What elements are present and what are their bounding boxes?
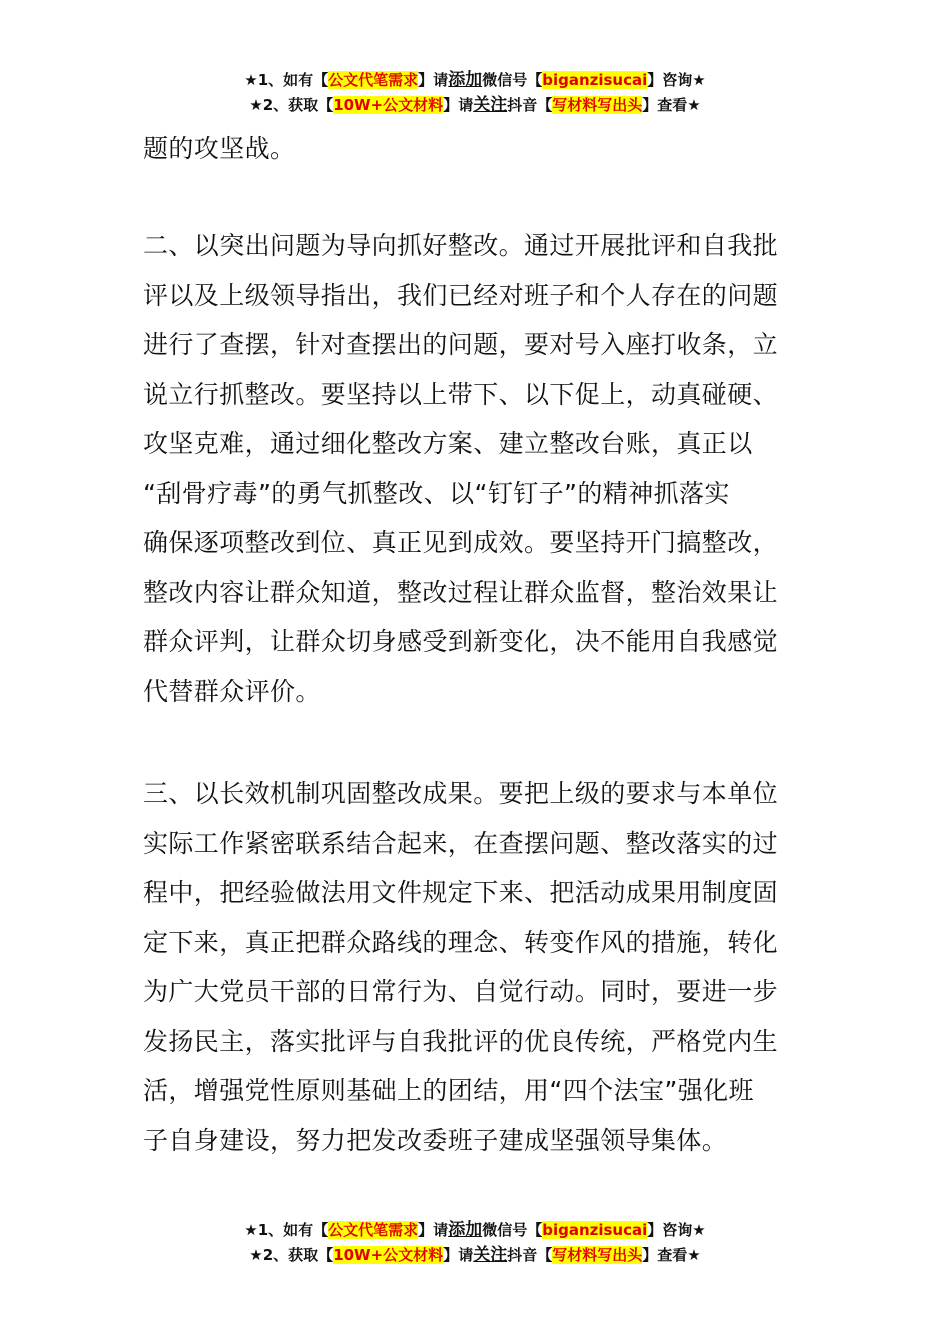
paragraph-line: 二、以突出问题为导向抓好整改。通过开展批评和自我批 xyxy=(143,231,779,260)
highlight-douyin-account: 写材料写出头 xyxy=(552,96,643,114)
paragraph-line: “刮骨疗毒”的勇气抓整改、以“钉钉子”的精神抓落实 xyxy=(143,478,730,508)
banner-line-1 xyxy=(0,1218,950,1243)
banner-text: 抖音【 xyxy=(507,1246,553,1264)
paragraph-line: 定下来，真正把群众路线的理念、转变作风的措施，转化 xyxy=(143,927,779,957)
emphasis-add: 添加 xyxy=(448,1220,483,1240)
paragraph-line: 程中，把经验做法用文件规定下来、把活动成果用制度固 xyxy=(143,878,779,907)
paragraph-line: 代替群众评价。 xyxy=(143,676,321,706)
paragraph-line: 三、以长效机制巩固整改成果。要把上级的要求与本单位 xyxy=(143,779,779,808)
paragraph-line: 实际工作紧密联系结合起来，在查摆问题、整改落实的过 xyxy=(143,828,779,858)
emphasis-add: 添加 xyxy=(448,70,483,90)
banner-text: ★2、获取【 xyxy=(249,96,334,114)
banner-text: 】咨询★ xyxy=(647,71,706,89)
paragraph-line: 整改内容让群众知道，整改过程让群众监督，整治效果让 xyxy=(143,577,779,607)
highlight-ghostwriting: 公文代笔需求 xyxy=(328,71,419,89)
banner-line-2 xyxy=(0,1243,950,1268)
paragraph-line: 确保逐项整改到位、真正见到成效。要坚持开门搞整改， xyxy=(143,528,779,557)
banner-text: ★1、如有【 xyxy=(244,71,329,89)
banner-text: 】查看★ xyxy=(642,96,701,114)
banner-text: 抖音【 xyxy=(507,96,553,114)
paragraph-line: 题的攻坚战。 xyxy=(143,134,296,163)
banner-line-1 xyxy=(0,68,950,93)
footer-banner xyxy=(0,1218,950,1268)
paragraph-line: 攻坚克难，通过细化整改方案、建立整改台账，真正以 xyxy=(143,429,753,458)
banner-text: 微信号【 xyxy=(482,1221,543,1239)
paragraph-1 xyxy=(143,124,811,174)
paragraph-line: 评以及上级领导指出，我们已经对班子和个人存在的问题 xyxy=(143,280,779,310)
paragraph-line: 说立行抓整改。要坚持以上带下、以下促上，动真碰硬、 xyxy=(143,379,779,409)
banner-text: ★2、获取【 xyxy=(249,1246,334,1264)
banner-line-2 xyxy=(0,93,950,118)
highlight-materials: 10W+公文材料 xyxy=(333,1246,444,1264)
emphasis-follow: 关注 xyxy=(473,1245,508,1265)
banner-text: 】请 xyxy=(443,1246,474,1264)
highlight-wechat-id: biganzisucai xyxy=(542,1221,648,1239)
paragraph-3 xyxy=(143,769,811,1165)
banner-text: 】请 xyxy=(443,96,474,114)
banner-text: ★1、如有【 xyxy=(244,1221,329,1239)
paragraph-line: 活，增强党性原则基础上的团结，用“四个法宝”强化班 xyxy=(143,1076,754,1105)
paragraph-line: 群众评判，让群众切身感受到新变化，决不能用自我感觉 xyxy=(143,627,779,656)
banner-text: 微信号【 xyxy=(482,71,543,89)
header-banner xyxy=(0,68,950,118)
paragraph-line: 子自身建设，努力把发改委班子建成坚强领导集体。 xyxy=(143,1125,728,1155)
highlight-douyin-account: 写材料写出头 xyxy=(552,1246,643,1264)
banner-text: 】咨询★ xyxy=(647,1221,706,1239)
highlight-materials: 10W+公文材料 xyxy=(333,96,444,114)
paragraph-line: 发扬民主，落实批评与自我批评的优良传统，严格党内生 xyxy=(143,1026,779,1056)
paragraph-line: 进行了查摆，针对查摆出的问题，要对号入座打收条，立 xyxy=(143,330,779,359)
emphasis-follow: 关注 xyxy=(473,95,508,115)
highlight-wechat-id: biganzisucai xyxy=(542,71,648,89)
banner-text: 】查看★ xyxy=(642,1246,701,1264)
paragraph-line: 为广大党员干部的日常行为、自觉行动。同时，要进一步 xyxy=(143,977,779,1006)
banner-text: 】请 xyxy=(418,1221,449,1239)
paragraph-2 xyxy=(143,221,811,716)
banner-text: 】请 xyxy=(418,71,449,89)
highlight-ghostwriting: 公文代笔需求 xyxy=(328,1221,419,1239)
